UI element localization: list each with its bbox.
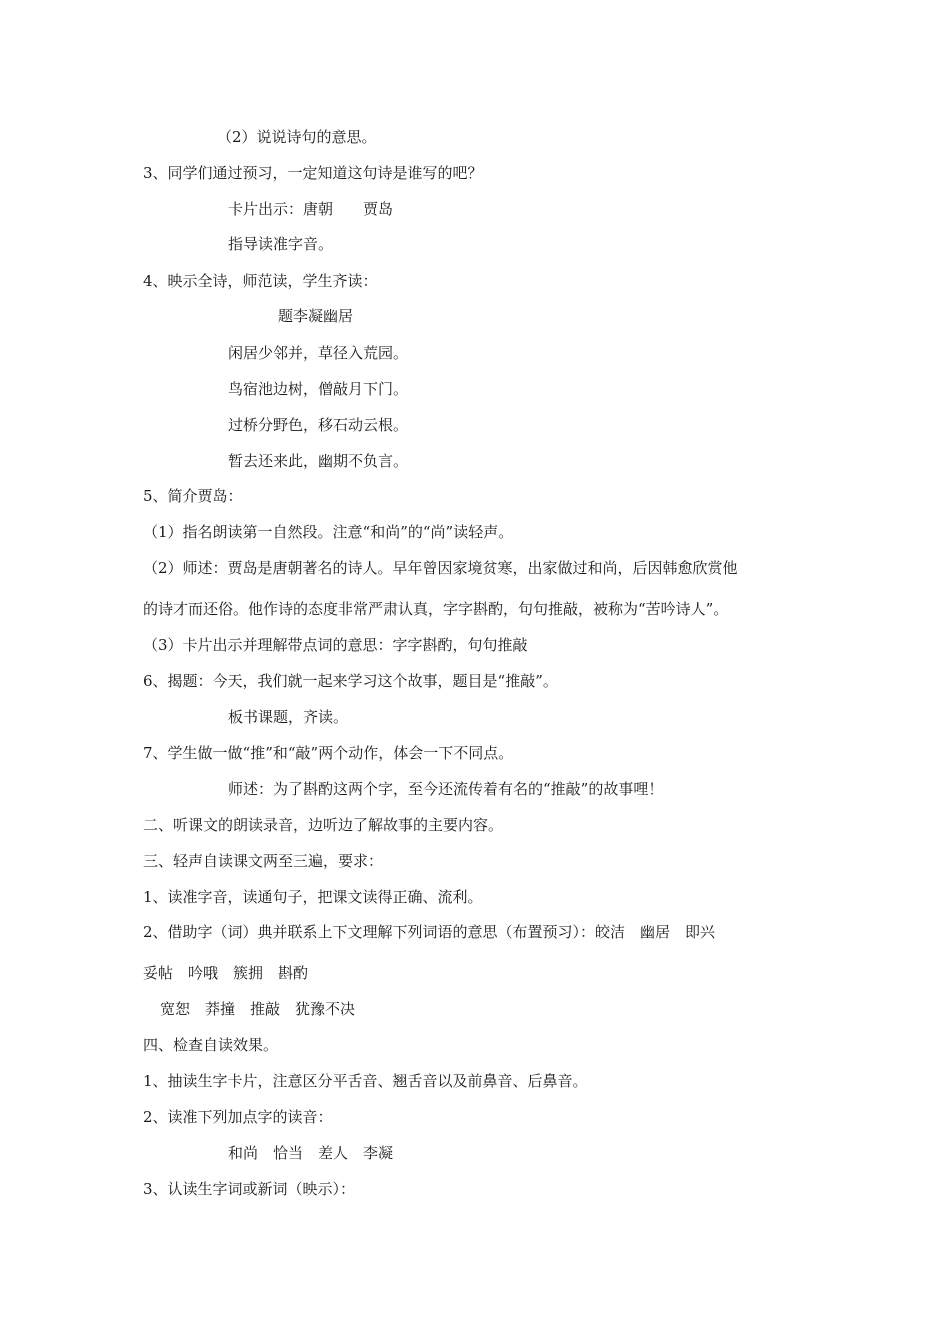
text-line: （2）师述：贾岛是唐朝著名的诗人。早年曾因家境贫寒，出家做过和尚，后因韩愈欣赏他 xyxy=(143,559,738,577)
text-line: （3）卡片出示并理解带点词的意思：字字斟酌，句句推敲 xyxy=(143,636,528,654)
text-line: 的诗才而还俗。他作诗的态度非常严肃认真，字字斟酌，句句推敲，被称为“苦吟诗人”。 xyxy=(143,600,729,618)
poem-line: 暂去还来此，幽期不负言。 xyxy=(228,452,409,470)
text-line: 四、检查自读效果。 xyxy=(143,1036,279,1054)
text-line: 卡片出示：唐朝 贾岛 xyxy=(228,200,394,218)
poem-title: 题李凝幽居 xyxy=(278,307,354,325)
poem-line: 闲居少邻并，草径入荒园。 xyxy=(228,344,409,362)
poem-line: 鸟宿池边树，僧敲月下门。 xyxy=(228,380,409,398)
text-line: 师述：为了斟酌这两个字，至今还流传着有名的“推敲”的故事哩！ xyxy=(228,780,664,798)
text-line: 1、读准字音，读通句子，把课文读得正确、流利。 xyxy=(143,888,483,906)
text-line: 7、学生做一做“推”和“敲”两个动作，体会一下不同点。 xyxy=(143,744,514,762)
text-line: 3、认读生字词或新词（映示）： xyxy=(143,1180,356,1198)
text-line: 三、轻声自读课文两至三遍，要求： xyxy=(143,852,384,870)
text-line: 妥帖 吟哦 簇拥 斟酌 xyxy=(143,964,309,982)
text-line: 二、听课文的朗读录音，边听边了解故事的主要内容。 xyxy=(143,816,504,834)
text-line: （1）指名朗读第一自然段。注意“和尚”的“尚”读轻声。 xyxy=(143,523,514,541)
text-line: 5、简介贾岛： xyxy=(143,487,243,505)
poem-line: 过桥分野色，移石动云根。 xyxy=(228,416,409,434)
text-line: 2、读准下列加点字的读音： xyxy=(143,1108,333,1126)
text-line: 4、映示全诗，师范读，学生齐读： xyxy=(143,272,378,290)
text-line: 指导读准字音。 xyxy=(228,235,334,253)
text-line: 6、揭题：今天，我们就一起来学习这个故事，题目是“推敲”。 xyxy=(143,672,558,690)
text-line: （2）说说诗句的意思。 xyxy=(217,128,377,146)
text-line: 3、同学们通过预习，一定知道这句诗是谁写的吧？ xyxy=(143,164,483,182)
text-line: 2、借助字（词）典并联系上下文理解下列词语的意思（布置预习）：皎洁 幽居 即兴 xyxy=(143,923,716,941)
text-line: 宽恕 莽撞 推敲 犹豫不决 xyxy=(160,1000,356,1018)
text-line: 1、抽读生字卡片，注意区分平舌音、翘舌音以及前鼻音、后鼻音。 xyxy=(143,1072,588,1090)
text-line: 和尚 恰当 差人 李凝 xyxy=(228,1144,394,1162)
text-line: 板书课题，齐读。 xyxy=(228,708,349,726)
